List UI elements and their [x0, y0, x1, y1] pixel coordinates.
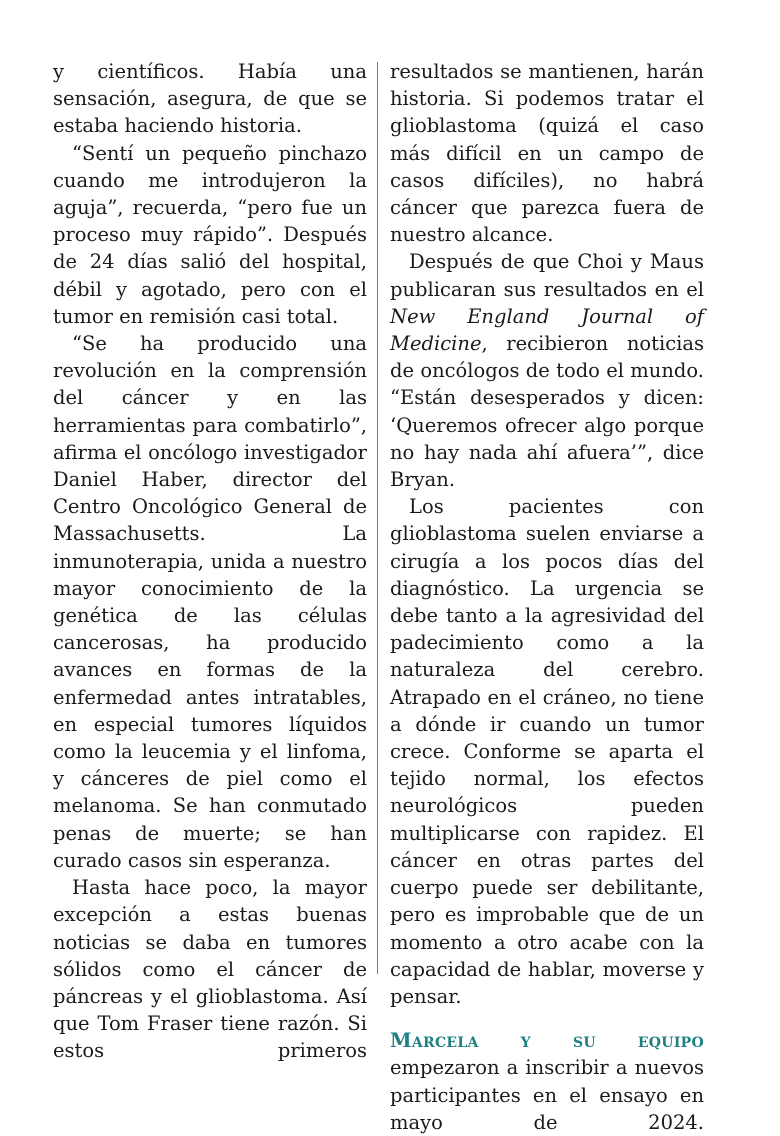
column-divider	[377, 62, 378, 974]
paragraph-continuation: y científicos. Había una sensación, asegura, de que se estaba haciendo historia.	[53, 60, 367, 138]
section-lead-rest: empezaron a inscribir a nuevos participantes en el ensayo en mayo de 2024.	[390, 1056, 704, 1134]
section-gap	[390, 1010, 704, 1027]
paragraph-section-lead	[390, 1027, 704, 1136]
paragraph-quote-pinchazo: “Sentí un pequeño pinchazo cuando me introdujeron la aguja”, recuerda, “pero fue un proceso muy rápido”. Después de 24 días salió del hospital, débil y agotado, pero con el tumor en remisión casi total.	[53, 141, 367, 328]
journal-title: New England Journal of Medicine	[390, 304, 704, 356]
left-column	[53, 58, 367, 1065]
paragraph-historia: resultados se mantienen, harán historia. Si podemos tratar el glioblastoma (quizá el caso más difícil en un campo de casos difíciles), no habrá cáncer que parezca fuera de nuestro alcance.	[390, 60, 704, 247]
right-column	[390, 58, 704, 1136]
paragraph-solid-tumors: Hasta hace poco, la mayor excepción a estas buenas noticias se daba en tumores sólidos como el cáncer de páncreas y el glioblastoma. Así que Tom Fraser tiene razón. Si estos primeros	[53, 876, 367, 1063]
choi-maus-text-before: Después de que Choi y Maus publicaran sus resultados en el	[390, 250, 704, 301]
choi-maus-text-after: , recibieron noticias de oncólogos de todo el mundo. “Están desesperados y dicen: ‘Queremos ofrecer algo porque no hay nada ahí afuera’”, dice Bryan.	[390, 332, 704, 492]
section-lead-in: Marcela y su equipo	[390, 1029, 704, 1053]
paragraph-glioblastoma-patients: Los pacientes con glioblastoma suelen enviarse a cirugía a los pocos días del diagnóstico. La urgencia se debe tanto a la agresividad del padecimiento como a la naturaleza del cerebro. Atrapado en el cráneo, no tiene a dónde ir cuando un tumor crece. Conforme se aparta el tejido normal, los efectos neurológicos pueden multiplicarse con rapidez. El cáncer en otras partes del cuerpo puede ser debilitante, pero es improbable que de un momento a otro acabe con la capacidad de hablar, moverse y pensar.	[390, 495, 704, 1008]
paragraph-quote-haber: “Se ha producido una revolución en la comprensión del cáncer y en las herramientas para combatirlo”, afirma el oncólogo investigador Daniel Haber, director del Centro Oncológico General de Massachusetts. La inmunoterapia, unida a nuestro mayor conocimiento de la genética de las células cancerosas, ha producido avances en formas de la enfermedad antes intratables, en especial tumores líquidos como la leucemia y el linfoma, y cánceres de piel como el melanoma. Se han conmutado penas de muerte; se han curado casos sin esperanza.	[53, 332, 367, 872]
paragraph-choi-maus	[390, 248, 704, 493]
